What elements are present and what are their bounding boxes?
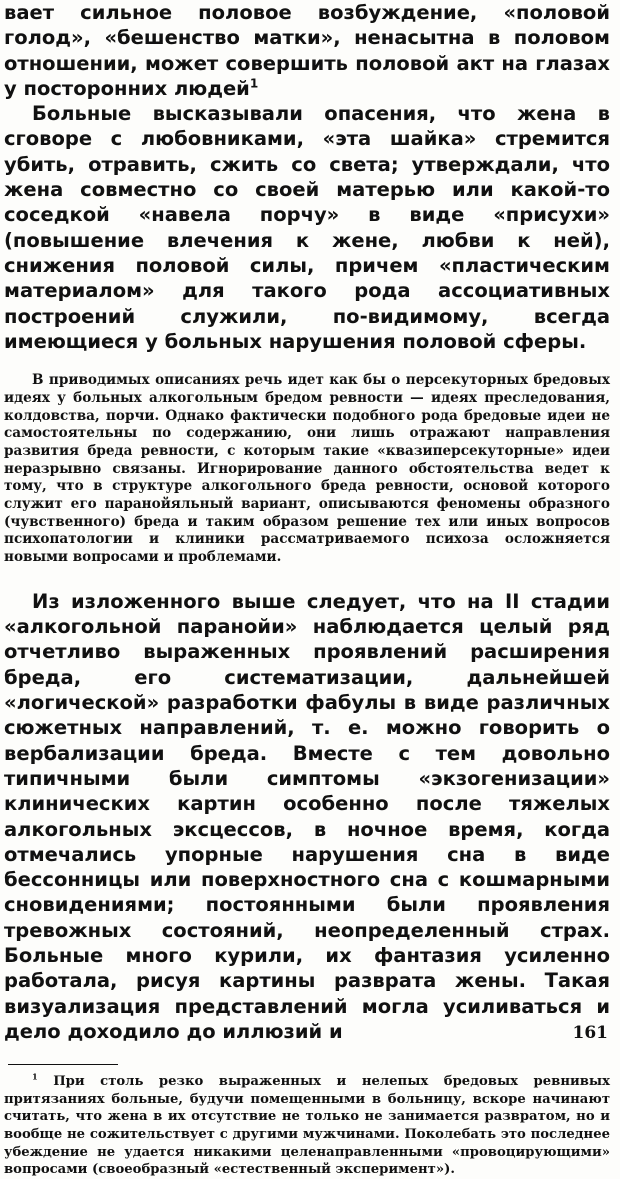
paragraph-2: Больные высказывали опасения, что жена в сговоре с любовниками, «эта шайка» стремится убить, отравить, сжить со света; утверждали, что жена совместно со своей матерью или какой-то соседкой «навела порчу» в виде «присухи» (повышение влечения к жене, любви к ней), снижения половой силы, причем «пластическим материалом» для такого рода ассоциативных построений служили, по-видимому, всегда имеющиеся у больных нарушения половой сферы. xyxy=(4,102,610,353)
footnote-marker: 1 xyxy=(32,1071,38,1082)
page-number: 161 xyxy=(572,1023,608,1043)
footnote-divider xyxy=(8,1064,118,1065)
paragraph-1 xyxy=(4,0,610,101)
footnote-reference: 1 xyxy=(249,76,259,91)
footnote-text: При столь резко выраженных и нелепых бредовых ревнивых притязаниях больные, будучи помещенными в больницу, вскоре начинают считать, что жена в их отсутствие не только не занимается развратом, но и вообще не сожительствует с другими мужчинами. Поколебать это последнее убеждение не удается никакими целенаправленными «провоцирующими» вопросами (своеобразный «естественный эксперимент»). xyxy=(4,1074,610,1178)
paragraph-3: Из изложенного выше следует, что на II стадии «алкогольной паранойи» наблюдается целый ряд отчетливо выраженных проявлений расширения бреда, его систематизации, дальнейшей «логической» разработки фабулы в виде различных сюжетных направлений, т. е. можно говорить о вербализации бреда. Вместе с тем довольно типичными были симптомы «экзогенизации» клинических картин особенно после тяжелых алкогольных эксцессов, в ночное время, когда отмечались упорные нарушения сна в виде бессонницы или поверхностного сна с кошмарными сновидениями; постоянными были проявления тревожных состояний, неопределенный страх. Больные много курили, их фантазия усиленно работала, рисуя картины разврата жены. Такая визуализация представлений могла усиливаться и дело доходило до иллюзий и xyxy=(4,589,610,1043)
small-print-paragraph: В приводимых описаниях речь идет как бы о персекуторных бредовых идеях у больных алкогольным бредом ревности — идеях преследования, колдовства, порчи. Однако фактически подобного рода бредовые идеи не самостоятельны по содержанию, они лишь отражают направления развития бреда ревности, с которым такие «квазиперсекуторные» идеи неразрывно связаны. Игнорирование данного обстоятельства ведет к тому, что в структуре алкогольного бреда ревности, основой которого служит его паранойяльный вариант, описываются феномены образного (чувственного) бреда и таким образом решение тех или иных вопросов психопатологии и клиники рассматриваемого психоза осложняется новыми вопросами и проблемами. xyxy=(4,372,610,566)
footnote xyxy=(4,1073,610,1179)
paragraph-1-text: вает сильное половое возбуждение, «половой голод», «бешенство матки», ненасытна в половом отношении, может совершить половой акт на глазах у посторонних людей xyxy=(4,1,610,100)
